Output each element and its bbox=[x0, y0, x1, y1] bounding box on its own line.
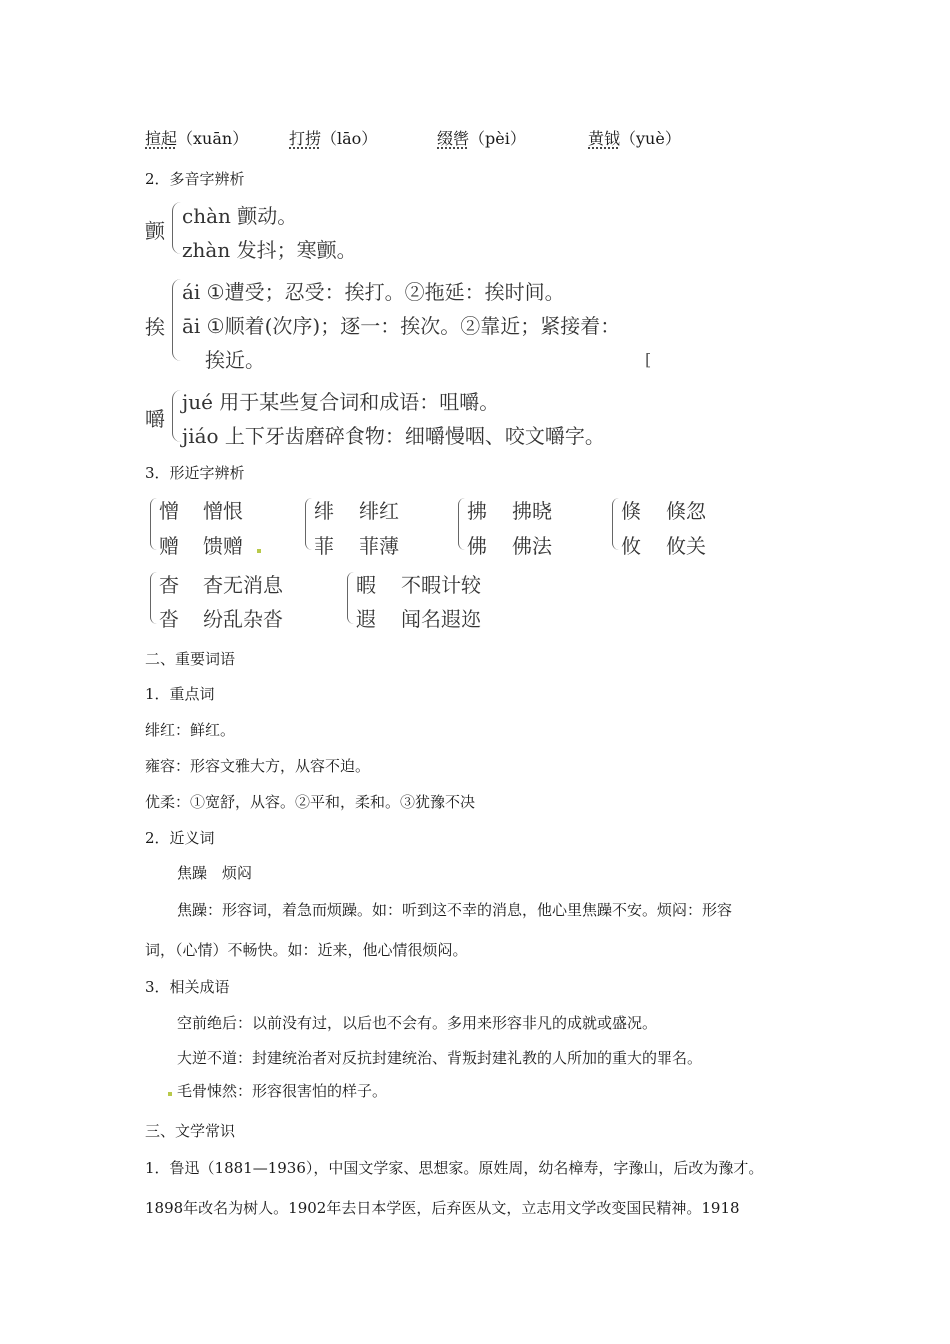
polyphone-char: 嚼 bbox=[145, 407, 165, 431]
brace bbox=[172, 279, 181, 361]
section-heading-similar: 3．形近字辨析 bbox=[145, 464, 245, 482]
pinyin-item bbox=[588, 126, 681, 149]
similar-char: 暇 bbox=[356, 573, 376, 597]
similar-char: 沓 bbox=[159, 607, 179, 631]
idiom-entry: 空前绝后：以前没有过，以后也不会有。多用来形容非凡的成就或盛况。 bbox=[177, 1014, 658, 1032]
brace bbox=[150, 572, 157, 624]
polyphone-line: āi ①顺着(次序)；逐一：挨次。②靠近；紧接着： bbox=[182, 314, 621, 338]
similar-word: 纷乱杂沓 bbox=[203, 607, 283, 631]
section-heading-polyphone: 2．多音字辨析 bbox=[145, 170, 245, 188]
similar-word: 憎恨 bbox=[203, 499, 243, 523]
brace bbox=[305, 498, 312, 550]
synonym-text: 焦躁：形容词，着急而烦躁。如：听到这不幸的消息，他心里焦躁不安。烦闷：形容 bbox=[177, 901, 733, 919]
green-mark bbox=[168, 1092, 172, 1096]
idiom-entry: 毛骨悚然：形容很害怕的样子。 bbox=[177, 1082, 388, 1100]
polyphone-line: jué 用于某些复合词和成语：咀嚼。 bbox=[182, 390, 500, 414]
section-title-literature: 三、文学常识 bbox=[145, 1122, 236, 1140]
pinyin-item bbox=[289, 126, 377, 149]
similar-char: 拂 bbox=[467, 499, 487, 523]
brace bbox=[172, 390, 181, 442]
polyphone-line: jiáo 上下牙齿磨碎食物：细嚼慢咽、咬文嚼字。 bbox=[182, 424, 605, 448]
similar-char: 佛 bbox=[467, 534, 487, 558]
similar-word: 闻名遐迩 bbox=[401, 607, 481, 631]
synonym-text: 词，（心情）不畅快。如：近来，他心情很烦闷。 bbox=[145, 941, 468, 959]
key-word-entry: 绯红：鲜红。 bbox=[145, 721, 236, 739]
pinyin-reading: （pèi） bbox=[469, 129, 526, 148]
polyphone-char: 颤 bbox=[145, 219, 165, 243]
similar-char: 赠 bbox=[159, 534, 179, 558]
subheading-synonyms: 2．近义词 bbox=[145, 829, 215, 847]
similar-word: 绯红 bbox=[359, 499, 399, 523]
brace bbox=[347, 572, 354, 624]
pinyin-reading: （lāo） bbox=[321, 129, 378, 148]
polyphone-line: chàn 颤动。 bbox=[182, 204, 298, 228]
green-mark bbox=[257, 549, 261, 553]
similar-word: 佛法 bbox=[512, 534, 552, 558]
brace bbox=[150, 498, 157, 550]
similar-char: 杳 bbox=[159, 573, 179, 597]
pinyin-word: 缀辔 bbox=[437, 129, 470, 148]
polyphone-line: ái ①遭受；忍受：挨打。②拖延：挨时间。 bbox=[182, 280, 565, 304]
similar-word: 杳无消息 bbox=[203, 573, 283, 597]
literature-text: 1．鲁迅（1881—1936），中国文学家、思想家。原姓周，幼名樟寿，字豫山，后改为豫才。 bbox=[145, 1159, 764, 1177]
pinyin-reading: （xuān） bbox=[177, 129, 249, 148]
stray-bracket: [ bbox=[645, 350, 652, 369]
key-word-entry: 优柔：①宽舒，从容。②平和，柔和。③犹豫不决 bbox=[145, 793, 476, 811]
pinyin-word: 揎起 bbox=[145, 129, 178, 148]
subheading-key-words: 1．重点词 bbox=[145, 685, 215, 703]
pinyin-reading: （yuè） bbox=[620, 129, 681, 148]
brace bbox=[458, 498, 465, 550]
polyphone-line: 挨近。 bbox=[205, 348, 265, 372]
similar-word: 菲薄 bbox=[359, 534, 399, 558]
similar-char: 绯 bbox=[314, 499, 334, 523]
pinyin-item bbox=[145, 126, 248, 149]
similar-char: 攸 bbox=[621, 534, 641, 558]
similar-word: 攸关 bbox=[666, 534, 706, 558]
key-word-entry: 雍容：形容文雅大方，从容不迫。 bbox=[145, 757, 371, 775]
similar-word: 不暇计较 bbox=[401, 573, 481, 597]
idiom-entry: 大逆不道：封建统治者对反抗封建统治、背叛封建礼教的人所加的重大的罪名。 bbox=[177, 1049, 703, 1067]
similar-char: 憎 bbox=[159, 499, 179, 523]
literature-text: 1898年改名为树人。1902年去日本学医，后弃医从文，立志用文学改变国民精神。1918 bbox=[145, 1199, 740, 1217]
subheading-idioms: 3．相关成语 bbox=[145, 978, 230, 996]
similar-word: 倏忽 bbox=[666, 499, 706, 523]
similar-char: 倏 bbox=[621, 499, 641, 523]
similar-word: 馈赠 bbox=[203, 534, 243, 558]
brace bbox=[172, 202, 181, 254]
similar-word: 拂晓 bbox=[512, 499, 552, 523]
section-title-vocabulary: 二、重要词语 bbox=[145, 650, 236, 668]
similar-char: 菲 bbox=[314, 534, 334, 558]
brace bbox=[612, 498, 619, 550]
synonym-pair: 焦躁 烦闷 bbox=[177, 864, 253, 882]
polyphone-line: zhàn 发抖；寒颤。 bbox=[182, 238, 357, 262]
similar-char: 遐 bbox=[356, 607, 376, 631]
pinyin-word: 打捞 bbox=[289, 129, 322, 148]
polyphone-char: 挨 bbox=[145, 315, 165, 339]
pinyin-word: 黄钺 bbox=[588, 129, 621, 148]
pinyin-item bbox=[437, 126, 526, 149]
